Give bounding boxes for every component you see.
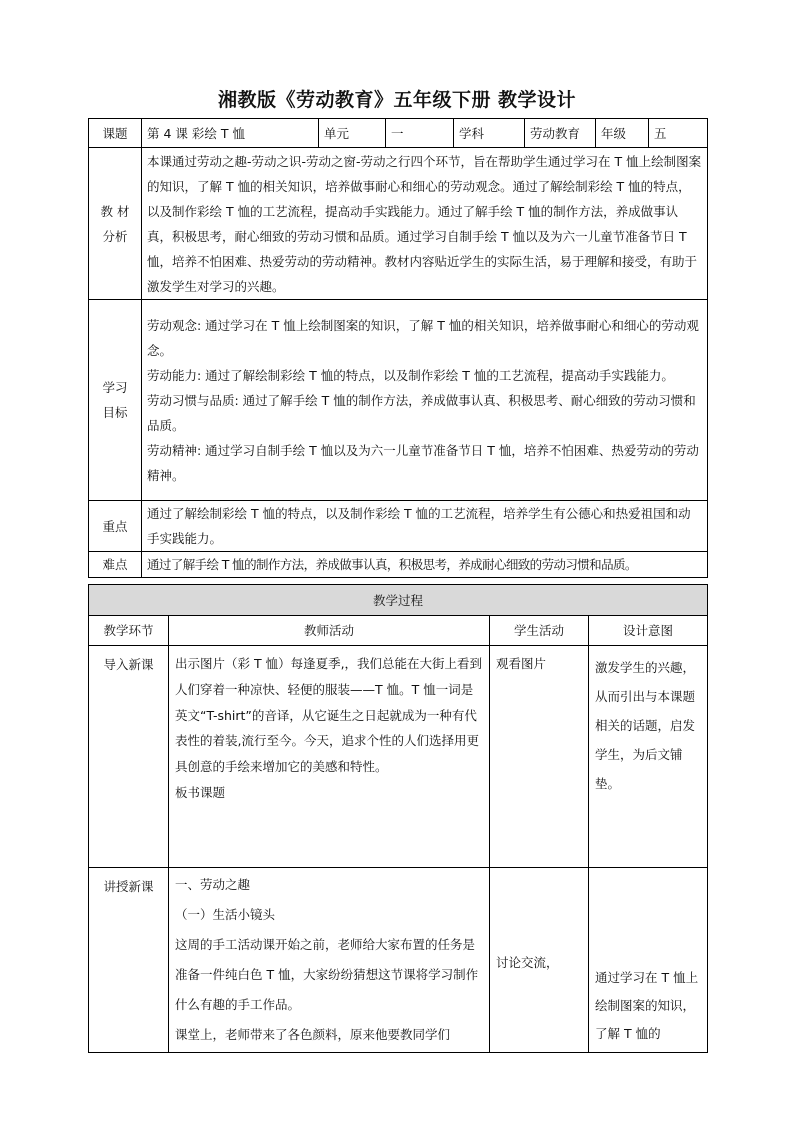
teacher-paragraph: （一）生活小镜头	[175, 907, 276, 922]
key-point-row	[89, 501, 708, 552]
teacher-paragraph: 课堂上，老师带来了各色颜料，原来他要教同学们	[175, 1027, 451, 1042]
topic-value: 第 4 课 彩绘 T 恤	[142, 119, 319, 148]
difficulty-text: 通过了解手绘 T 恤的制作方法，养成做事认真，积极思考，养成耐心细致的劳动习惯和品质。	[142, 552, 708, 578]
teacher-paragraph: 一、劳动之趣	[175, 877, 251, 892]
col-header-intent: 设计意图	[589, 616, 708, 646]
teacher-paragraph: 出示图片（彩 T 恤）每逢夏季,，我们总能在大街上看到人们穿着一种凉快、轻便的服装——T 恤。T 恤一词是英文“T-shirt”的音译，从它诞生之日起就成为一种有代表性的着装,流行至今。今天，追求个性的人们选择用更具创意的手绘来增加它的美感和特性。	[175, 656, 483, 775]
objectives-list	[142, 300, 708, 501]
objective-item: 劳动习惯与品质: 通过了解手绘 T 恤的制作方法，养成做事认真、积极思考、耐心细致的劳动习惯和品质。	[147, 392, 696, 433]
teacher-activity-cell	[169, 646, 490, 868]
key-point-label: 重点	[89, 501, 142, 552]
student-activity-cell: 讨论交流，	[490, 868, 589, 1053]
analysis-label: 教 材 分析	[89, 148, 142, 300]
col-header-stage: 教学环节	[89, 616, 169, 646]
analysis-row	[89, 148, 708, 300]
subject-label: 学科	[454, 119, 525, 148]
student-activity-cell: 观看图片	[490, 646, 589, 868]
teacher-activity-cell	[169, 868, 490, 1053]
unit-value: 一	[386, 119, 454, 148]
process-title-row	[89, 585, 708, 616]
grade-value: 五	[649, 119, 708, 148]
stage-cell: 讲授新课	[89, 868, 169, 1053]
col-header-student: 学生活动	[490, 616, 589, 646]
key-point-text: 通过了解绘制彩绘 T 恤的特点，以及制作彩绘 T 恤的工艺流程，培养学生有公德心和热爱祖国和动手实践能力。	[142, 501, 708, 552]
teaching-process-table	[88, 584, 708, 1053]
design-intent-cell: 激发学生的兴趣，从而引出与本课题相关的话题，启发学生，为后文铺垫。	[589, 646, 708, 868]
process-title: 教学过程	[89, 585, 708, 616]
process-header-row	[89, 616, 708, 646]
grade-label: 年级	[596, 119, 649, 148]
process-row	[89, 646, 708, 868]
header-row	[89, 119, 708, 148]
topic-label: 课题	[89, 119, 142, 148]
difficulty-row	[89, 552, 708, 578]
lesson-info-table	[88, 118, 708, 578]
col-header-teacher: 教师活动	[169, 616, 490, 646]
analysis-text: 本课通过劳动之趣-劳动之识-劳动之窗-劳动之行四个环节，旨在帮助学生通过学习在 T 恤上绘制图案的知识，了解 T 恤的相关知识，培养做事耐心和细心的劳动观念。通过了解绘制彩绘 T 恤的特点，以及制作彩绘 T 恤的工艺流程，提高动手实践能力。通过了解手绘 T 恤的制作方法，养成做事认真，积极思考，耐心细致的劳动习惯和品质。通过学习自制手绘 T 恤以及为六一儿童节准备节日 T 恤，培养不怕困难、热爱劳动的劳动精神。教材内容贴近学生的实际生活，易于理解和接受，有助于激发学生对学习的兴趣。	[142, 148, 708, 300]
unit-label: 单元	[319, 119, 386, 148]
objective-item: 劳动能力: 通过了解绘制彩绘 T 恤的特点，以及制作彩绘 T 恤的工艺流程，提高动手实践能力。	[147, 367, 674, 383]
teacher-paragraph: 这周的手工活动课开始之前，老师给大家布置的任务是准备一件纯白色 T 恤，大家纷纷猜想这节课将学习制作什么有趣的手工作品。	[175, 937, 479, 1012]
process-row	[89, 868, 708, 1053]
stage-cell: 导入新课	[89, 646, 169, 868]
difficulty-label: 难点	[89, 552, 142, 578]
document-title: 湘教版《劳动教育》五年级下册 教学设计	[217, 89, 577, 111]
design-intent-cell: 通过学习在 T 恤上绘制图案的知识，了解 T 恤的	[589, 868, 708, 1053]
objectives-label: 学习 目标	[89, 300, 142, 501]
objectives-row	[89, 300, 708, 501]
subject-value: 劳动教育	[525, 119, 596, 148]
objective-item: 劳动精神: 通过学习自制手绘 T 恤以及为六一儿童节准备节日 T 恤，培养不怕困难、热爱劳动的劳动精神。	[147, 442, 699, 483]
objective-item: 劳动观念: 通过学习在 T 恤上绘制图案的知识，了解 T 恤的相关知识，培养做事耐心和细心的劳动观念。	[147, 317, 699, 358]
teacher-paragraph: 板书课题	[175, 784, 226, 800]
